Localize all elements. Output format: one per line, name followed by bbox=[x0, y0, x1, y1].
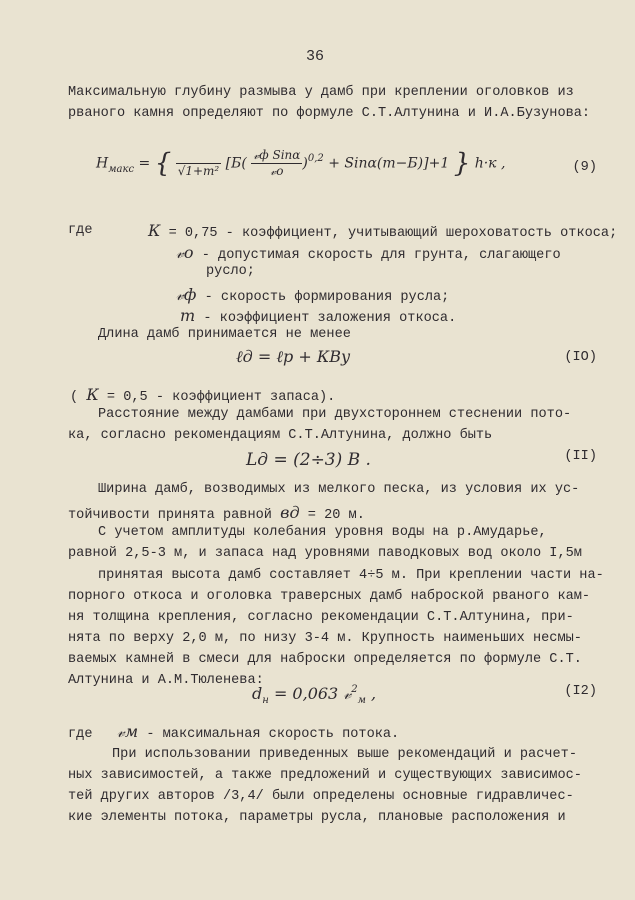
intro-line-2: рваного камня определяют по формуле С.Т.Алтунина и И.А.Бузунова: bbox=[68, 106, 591, 121]
long-para-line-5: ня толщина крепления, согласно рекомендации С.Т.Алтунина, при- bbox=[68, 610, 574, 625]
long-para-line-6: нята по верху 2,0 м, по низу 3-4 м. Крупность наименьших несмы- bbox=[68, 631, 582, 646]
formula-9-bracket-open: [Б( bbox=[225, 155, 247, 172]
formula-9-eq: = bbox=[138, 155, 151, 172]
where-vo-cont: русло; bbox=[206, 264, 255, 279]
coef-line bbox=[70, 385, 335, 405]
where2-text: - максимальная скорость потока. bbox=[146, 727, 400, 742]
coef-text: = 0,5 - коэффициент запаса). bbox=[106, 390, 336, 405]
where-vo-line bbox=[176, 243, 561, 263]
formula-12-number: (I2) bbox=[564, 684, 597, 699]
formula-10-number: (IO) bbox=[564, 350, 597, 365]
where2-symbol: 𝓋м bbox=[116, 722, 139, 741]
where-vf-text: - скорость формирования русла; bbox=[204, 290, 450, 305]
distance-line-1: Расстояние между дамбами при двухстороннем стеснении пото- bbox=[98, 407, 572, 422]
where-m-text: - коэффициент заложения откоса. bbox=[203, 311, 457, 326]
where-k-line bbox=[148, 221, 617, 241]
coef-open: ( bbox=[70, 390, 79, 405]
formula-11-number: (II) bbox=[564, 449, 597, 464]
where2-line bbox=[68, 722, 399, 742]
formula-9-frac1: √1+m² bbox=[176, 149, 222, 178]
where-k-symbol: К bbox=[148, 221, 161, 240]
width-line-2-text: тойчивости принята равной bbox=[68, 508, 272, 523]
where-vo-text: - допустимая скорость для грунта, слагающего bbox=[201, 248, 561, 263]
long-para-line-4: порного откоса и оголовка траверсных дамб наброской рваного кам- bbox=[68, 589, 591, 604]
distance-line-2: ка, согласно рекомендациям С.Т.Алтунина, должно быть bbox=[68, 428, 493, 443]
formula-10: ℓд = ℓр + КВу bbox=[236, 347, 351, 366]
formula-12-lhs: d bbox=[252, 684, 263, 703]
coef-k-symbol: К bbox=[86, 385, 99, 404]
final-para-line-2: ных зависимостей, а также предложений и существующих зависимос- bbox=[68, 768, 582, 783]
final-para-line-1: При использовании приведенных выше рекомендаций и расчет- bbox=[112, 747, 577, 762]
formula-9: $H_{макс}$ = { √1+m² [Б( $\frac{\text{𝓋ф Sinα}}{\text{𝓋o}}$ )$^{0,2}$ + Sinα(m−Б)]+1 } h·к , bbox=[96, 148, 506, 179]
width-value: = 20 м. bbox=[307, 508, 365, 523]
long-para-line-2: равной 2,5-3 м, и запаса над уровнями паводковых вод около I,5м bbox=[68, 546, 582, 561]
final-para-line-4: кие элементы потока, параметры русла, плановые расположения и bbox=[68, 810, 566, 825]
formula-9-exponent: 0,2 bbox=[307, 152, 324, 164]
where-vo-symbol: 𝓋o bbox=[176, 243, 194, 262]
width-line-2 bbox=[68, 503, 365, 523]
long-para-line-8: Алтунина и А.М.Тюленева: bbox=[68, 673, 264, 688]
long-para-line-7: ваемых камней в смеси для наброски определяется по формуле С.Т. bbox=[68, 652, 582, 667]
width-line-1: Ширина дамб, возводимых из мелкого песка, из условия их ус- bbox=[98, 482, 580, 497]
formula-9-mid: + Sinα(m−Б)]+1 bbox=[328, 155, 450, 172]
formula-9-lhs: H bbox=[96, 155, 109, 172]
formula-9-number: (9) bbox=[572, 160, 597, 175]
where-m-symbol: m bbox=[180, 306, 196, 325]
formula-12-rhs: = 0,063 𝓋 bbox=[273, 684, 352, 703]
where-vf-line bbox=[176, 285, 449, 305]
where2-label: где bbox=[68, 727, 93, 742]
where-vf-symbol: 𝓋ф bbox=[176, 285, 197, 304]
formula-12 bbox=[252, 684, 376, 704]
width-symbol: вд bbox=[280, 503, 300, 522]
formula-9-velocity-ratio: $\frac{\text{𝓋ф Sinα}}{\text{𝓋o}}$ bbox=[253, 148, 301, 178]
intro-line-1: Максимальную глубину размыва у дамб при креплении оголовков из bbox=[68, 85, 574, 100]
formula-12-sub: м bbox=[357, 695, 366, 706]
formula-12-lhs-sub: н bbox=[262, 695, 269, 706]
formula-9-tail: h·к , bbox=[474, 155, 506, 172]
formula-11: Lд = (2÷3) B . bbox=[246, 450, 371, 470]
final-para-line-3: тей других авторов /3,4/ были определены основные гидравличес- bbox=[68, 789, 574, 804]
long-para-line-1: С учетом амплитуды колебания уровня воды на р.Амударье, bbox=[98, 525, 547, 540]
dam-length-text: Длина дамб принимается не менее bbox=[98, 327, 351, 342]
formula-12-sup: 2 bbox=[351, 684, 358, 695]
where-label: где bbox=[68, 223, 93, 238]
formula-12-comma: , bbox=[371, 684, 377, 703]
where-m-line bbox=[180, 306, 456, 326]
page-number: 36 bbox=[306, 48, 325, 65]
where-k-text: = 0,75 - коэффициент, учитывающий шероховатость откоса; bbox=[168, 226, 618, 241]
long-para-line-3: принятая высота дамб составляет 4÷5 м. При креплении части на- bbox=[98, 568, 604, 583]
formula-9-lhs-sub: макс bbox=[108, 163, 135, 175]
